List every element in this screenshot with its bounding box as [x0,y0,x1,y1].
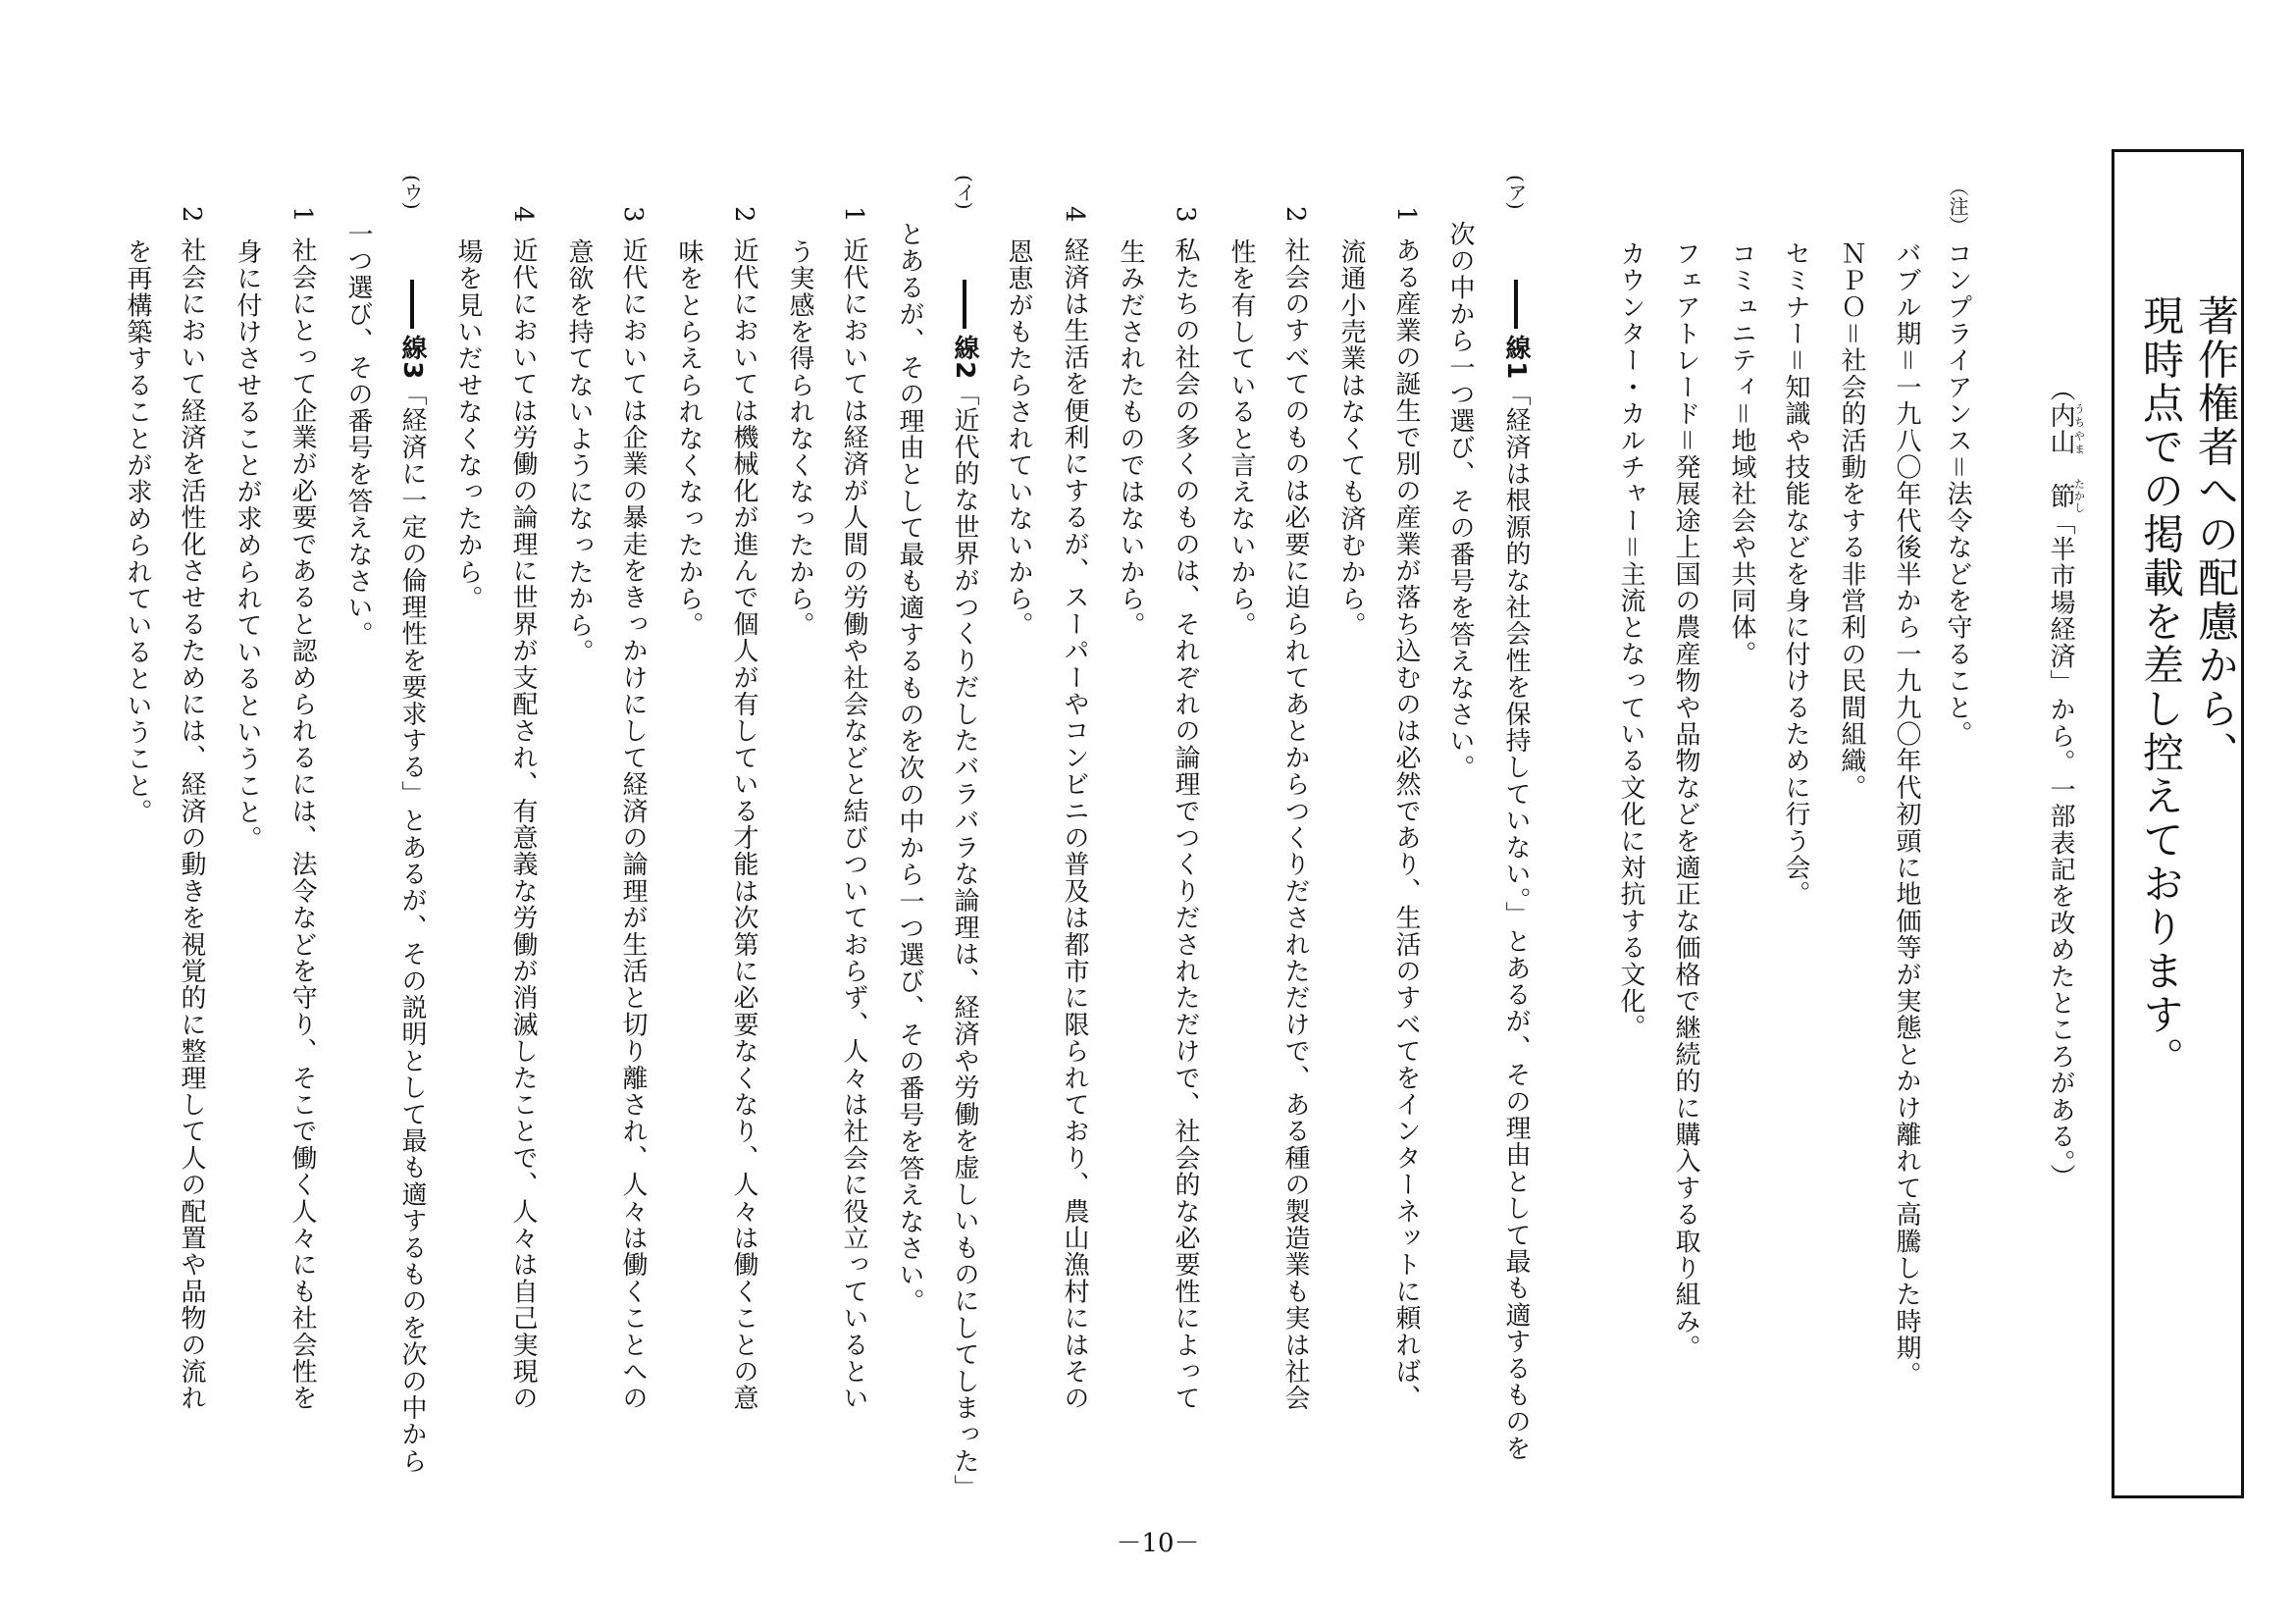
choice-item [508,206,538,1412]
choice-text: 近代においては機械化が進んで個人が有している才能は次第に必要なくなり、人々は働くことの意 [729,236,758,1412]
choice-number: 2 [729,206,758,224]
citation-open: （ [2046,376,2075,403]
note-item: カウンター・カルチャー＝主流となっている文化に対抗する文化。 [1616,240,1645,1041]
notice-line-2: 現時点での掲載を差し控えております。 [2137,294,2185,1080]
choice-number: 2 [177,206,206,224]
note-item: コンプライアンス＝法令などを守ること。 [1943,240,1972,748]
choice-number: 4 [1060,206,1089,224]
choice-item [177,206,206,1412]
choice-item-cont: 恩恵がもたらされていないから。 [1004,238,1033,639]
choice-number: 1 [839,206,868,224]
stem-text: 「近代的な世界がつくりだしたバラバラな論理は、経済や労働を虚しいものにしてしまった」 [950,380,979,1501]
choice-item [1280,206,1310,1412]
choice-item-cont: 味をとらえられなくなったから。 [674,238,704,639]
choice-item [1391,206,1421,1412]
line-marker-label: 線1 [1501,335,1531,381]
note-item: ＮＰＯ＝社会的活動をする非営利の民間組織。 [1837,240,1866,802]
author-given-text: 節 [2046,478,2075,514]
choice-text: 近代においては経済が人間の労働や社会などと結びついておらず、人々は社会に役立っているとい [839,236,868,1412]
author-family [2046,402,2086,456]
choice-item-cont: う実感を得られなくなったから。 [785,238,814,639]
question-b-label: (イ) [953,175,976,210]
choice-text: 社会において経済を活性化させるためには、経済の動きを視覚的に整理して人の配置や品物の流れ [177,236,206,1412]
choice-item-cont: 意欲を持てないようになったから。 [564,238,594,666]
question-b-stem-cont: とあるが、その理由として最も適するものを次の中から一つ選び、その番号を答えなさい。 [895,221,924,1316]
choice-text: ある産業の誕生で別の産業が落ち込むのは必然であり、生活のすべてをインターネットに頼れば、 [1391,236,1421,1412]
choice-item [1171,206,1200,1412]
choice-text: 社会にとって企業が必要であると認められるには、法令などを守り、そこで働く人々にも社会性を [287,236,317,1412]
stem-text: 「経済は根源的な社会性を保持していない。」とあるが、その理由として最も適するものを [1501,380,1531,1462]
notice-line-1: 著作権者への配慮から、 [2192,294,2240,775]
choice-item [729,206,758,1412]
choice-item-cont: 身に付けさせることが求められているということ。 [233,238,262,853]
question-c-stem-cont: 一つ選び、その番号を答えなさい。 [343,221,373,649]
choice-text: 社会のすべてのものは必要に迫られてあとからつくりだされただけで、ある種の製造業も実は社会 [1280,236,1310,1412]
author-given-ruby: たかし [2072,478,2086,514]
question-c-stem [397,280,427,1475]
notes-label: （注） [1946,177,1969,236]
line-marker-label: 線3 [397,335,427,381]
choice-item-cont: を再構築することが求められているということ。 [123,238,152,826]
choice-number: 3 [1171,206,1200,224]
choice-text: 近代においては労働の論理に世界が支配され、有意義な労働が消滅したことで、人々は自己実現の [508,236,538,1412]
choice-item [618,206,648,1412]
choice-number: 3 [618,206,648,224]
note-item: フェアトレード＝発展途上国の農産物や品物などを適正な価格で継続的に購入する取り組み。 [1671,240,1700,1362]
choice-text: 経済は生活を便利にするが、スーパーやコンビニの普及は都市に限られており、農山漁村にはその [1060,236,1089,1412]
author-family-ruby: うちやま [2072,402,2086,456]
stem-text: 「経済に一定の倫理性を要求する」とあるが、その説明として最も適するものを次の中から [397,380,427,1475]
underline-marker-icon [1514,280,1518,329]
choice-item [287,206,317,1412]
question-a-stem [1501,280,1531,1462]
choice-item-cont: 性を有していると言えないから。 [1226,238,1256,639]
choice-item-cont: 場を見いだせなくなったから。 [453,238,483,612]
choice-item-cont: 流通小売業はなくても済むから。 [1336,238,1366,639]
choice-item [1060,206,1089,1412]
choice-item [839,206,868,1412]
choice-number: 4 [508,206,538,224]
note-item: セミナー＝知識や技能などを身に付けるために行う会。 [1781,240,1810,908]
choice-number: 1 [1391,206,1421,224]
question-a-stem-cont: 次の中から一つ選び、その番号を答えなさい。 [1445,221,1475,782]
line-marker-label: 線2 [950,335,979,381]
citation-source: 「半市場経済」から。一部表記を改めたところがある。） [2046,509,2075,1191]
underline-marker-icon [963,280,966,329]
note-item: バブル期＝一九八〇年代後半から一九九〇年代初頭に地価等が実態とかけ離れて高騰した時期。 [1892,240,1921,1388]
choice-number: 2 [1280,206,1310,224]
question-a-label: (ア) [1504,175,1528,210]
citation [2046,376,2085,1190]
choice-item-cont: 生みだされたものではないから。 [1116,238,1145,639]
author-family-text: 内山 [2046,402,2075,456]
choice-text: 近代においては企業の暴走をきっかけにして経済の論理が生活と切り離され、人々は働くことへの [618,236,648,1412]
choice-number: 1 [287,206,317,224]
underline-marker-icon [410,280,414,329]
author-given [2046,478,2086,514]
choice-text: 私たちの社会の多くのものは、それぞれの論理でつくりだされただけで、社会的な必要性によって [1171,236,1200,1412]
question-c-label: (ウ) [400,175,424,210]
note-item: コミュニティ＝地域社会や共同体。 [1727,240,1756,668]
page-number: －10－ [1116,1529,1200,1558]
question-b-stem [950,280,979,1501]
